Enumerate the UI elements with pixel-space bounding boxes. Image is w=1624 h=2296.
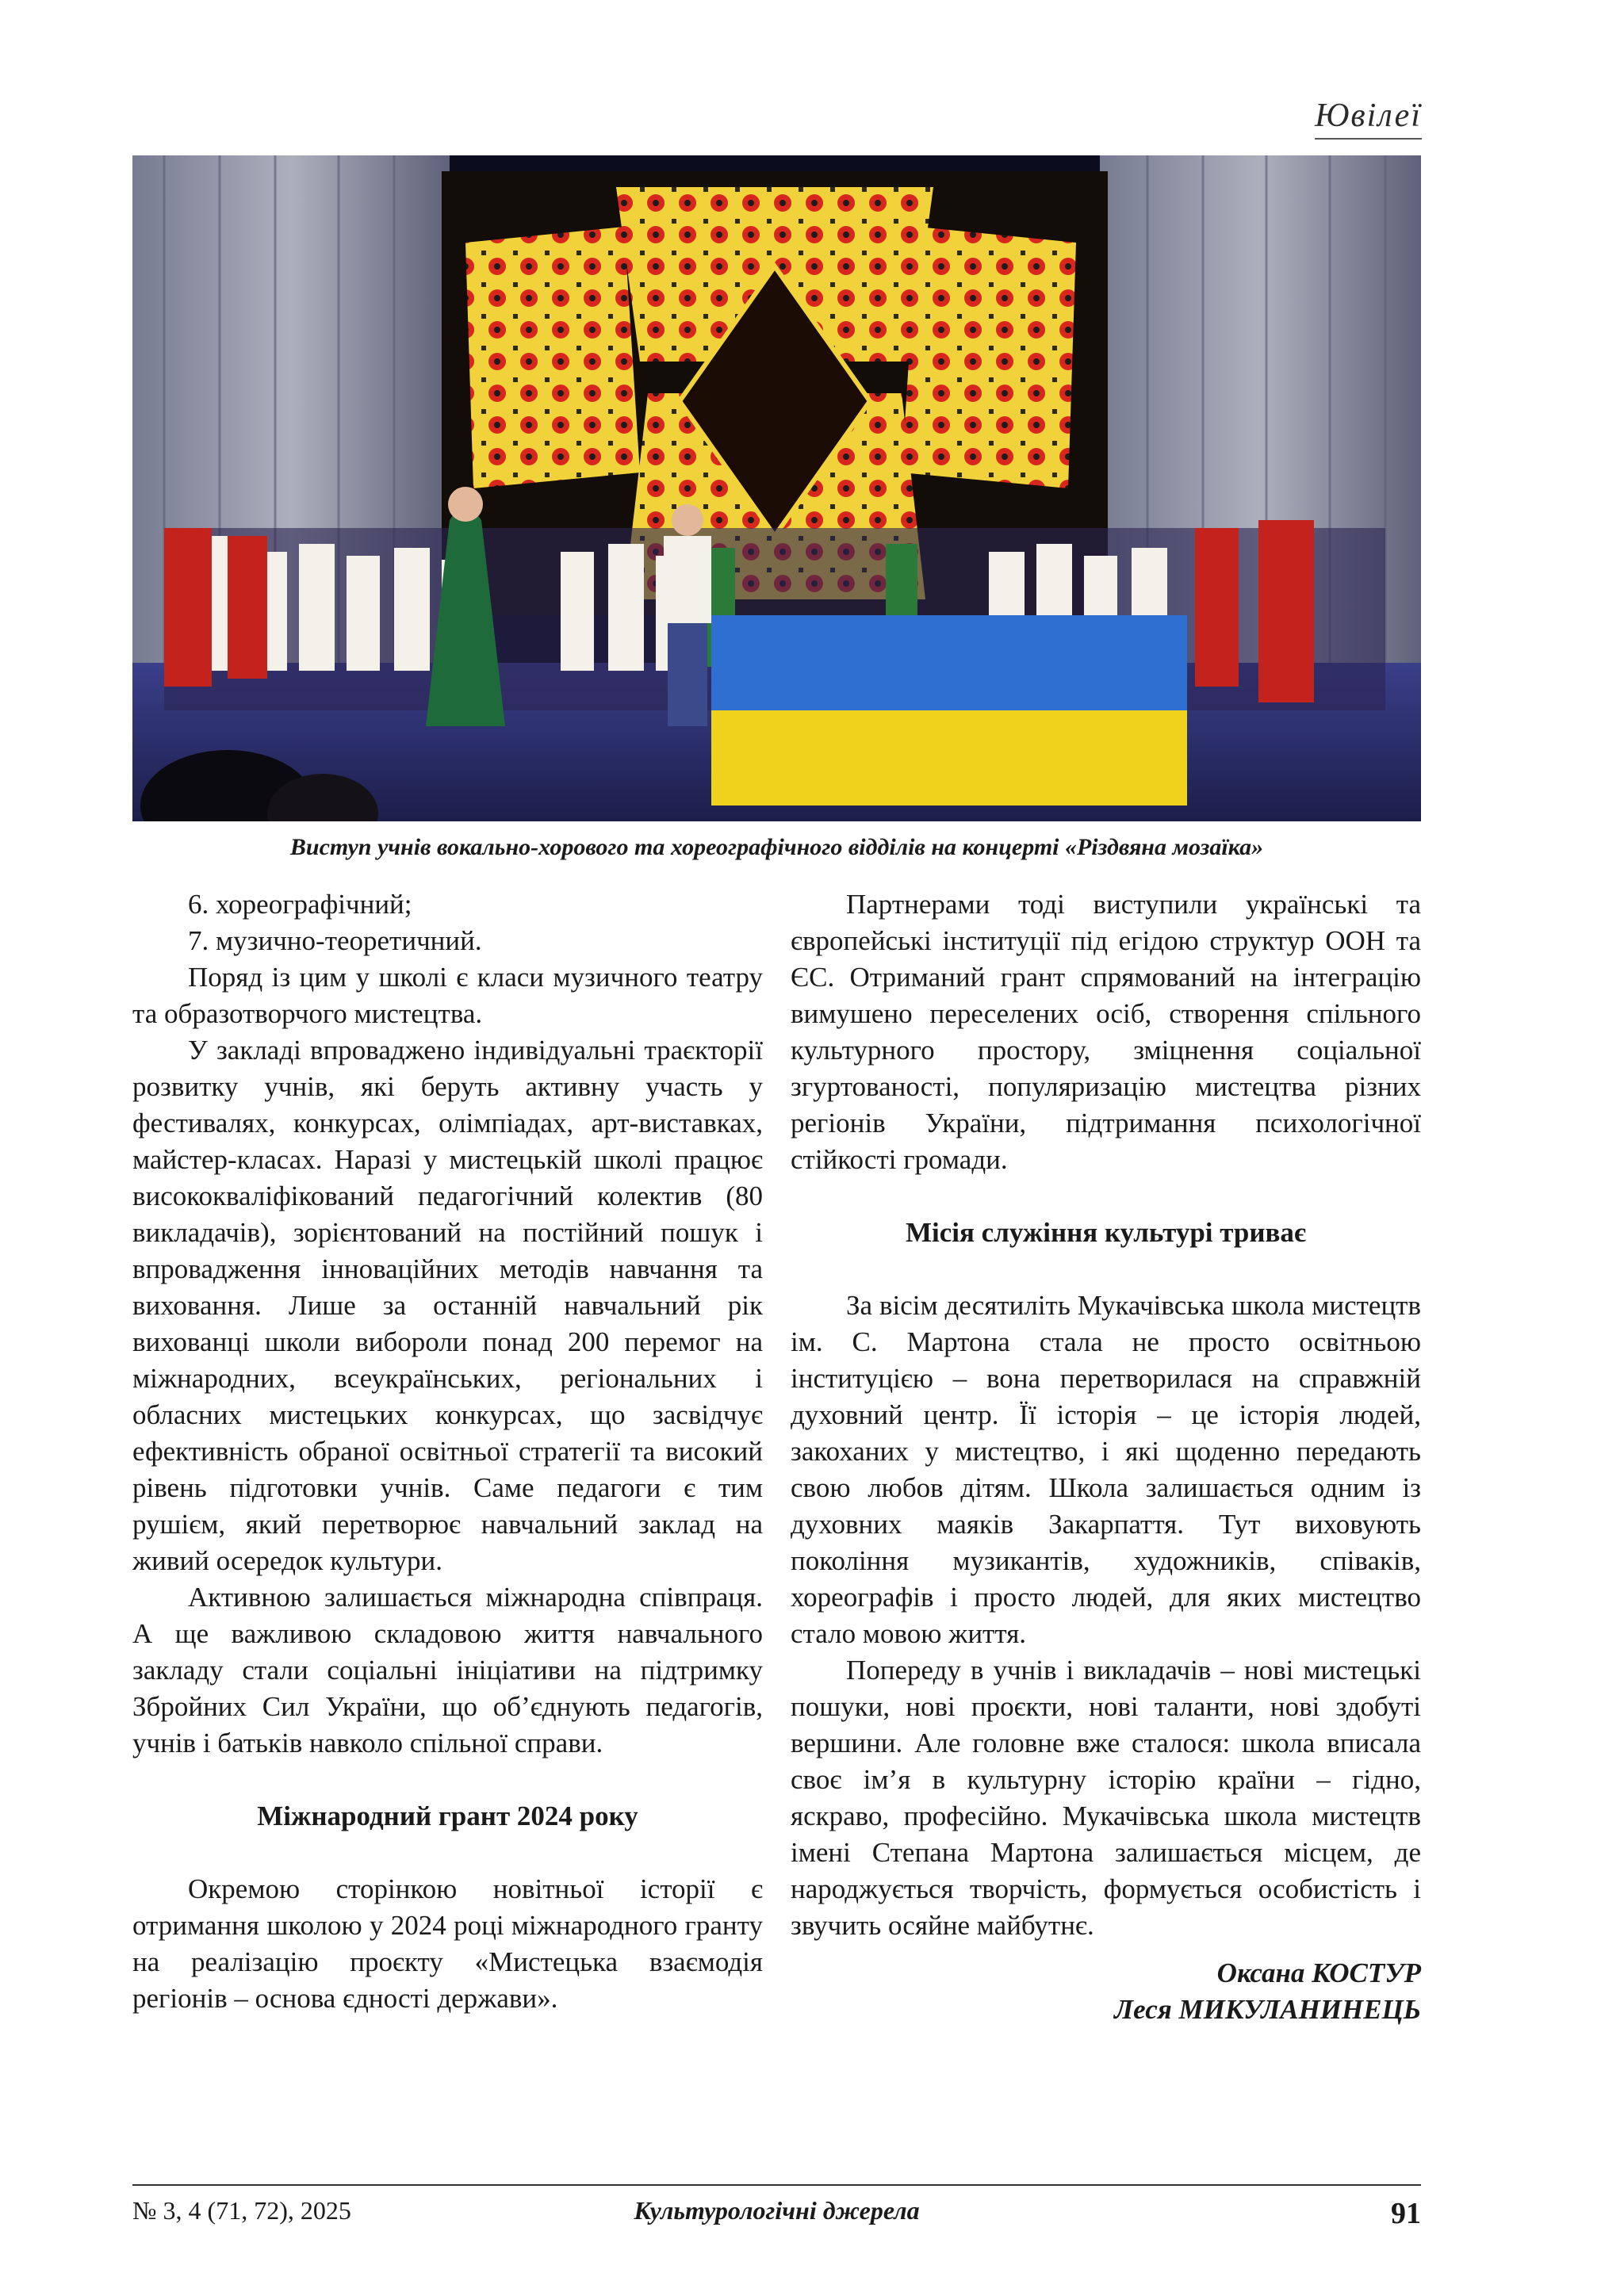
- journal-title: Культурологічні джерела: [634, 2196, 920, 2225]
- paragraph: Попереду в учнів і викладачів – нові мистецькі пошуки, нові проєкти, нові таланти, нові здобуті вершини. Але головне вже сталося: школа вписала своє ім’я в культурну історію країни – гідно, яскраво, професійно. Мукачівська школа мистецтв імені Степана Мартона залишається місцем, де народжується творчість, формується особистість і звучить осяйне майбутнє.: [791, 1655, 1421, 1941]
- right-column: [791, 886, 1421, 2028]
- section-tag: Ювілеї: [1315, 97, 1422, 140]
- paragraph: Партнерами тоді виступили українські та європейські інституції під егідою структур ООН та ЄС. Отриманий грант спрямований на інтеграцію вимушено переселених осіб, створення спільного культурного простору, зміцнення соціальної згуртованості, популяризацію мистецтва різних регіонів України, підтримання психологічної стійкості громади.: [791, 889, 1421, 1175]
- footer-divider: [132, 2184, 1421, 2186]
- paragraph: Поряд із цим у школі є класи музичного театру та образотворчого мистецтва.: [132, 962, 763, 1029]
- photo-caption: Виступ учнів вокально-хорового та хореографічного відділів на концерті «Різдвяна мозаїка»: [289, 834, 1264, 860]
- page-number: 91: [1391, 2197, 1421, 2230]
- paragraph: У закладі впроваджено індивідуальні траєкторії розвитку учнів, які беруть активну участь у фестивалях, конкурсах, олімпіадах, арт-виставках, майстер-класах. Наразі у мистецькій школі працює висококваліфікований педагогічний колектив (80 викладачів), зорієнтований на постійний пошук і впровадження інноваційних методів навчання та виховання. Лише за останній навчальний рік вихованці школи вибороли понад 200 перемог на міжнародних, всеукраїнських, регіональних і обласних мистецьких конкурсах, що засвідчує ефективність обраної освітньої стратегії та високий рівень підготовки учнів. Саме педагоги є тим рушієм, який перетворює навчальний заклад на живий осередок культури.: [132, 1035, 763, 1576]
- issue-number: № 3, 4 (71, 72), 2025: [132, 2196, 351, 2225]
- section-heading: Місія служіння культурі триває: [905, 1217, 1307, 1248]
- list-item: 6. хореографічний;: [188, 889, 412, 920]
- paragraph: Окремою сторінкою новітньої історії є отримання школою у 2024 році міжнародного гранту на реалізацію проєкту «Мистецька взаємодія регіонів – основа єдності держави».: [132, 1873, 763, 2014]
- page-footer: [132, 2196, 1421, 2236]
- author-signature: [791, 1955, 1421, 2028]
- concert-photo-illustration: [132, 155, 1421, 821]
- author-name: Леся МИКУЛАНИНЕЦЬ: [1114, 1994, 1421, 2025]
- paragraph: За вісім десятиліть Мукачівська школа мистецтв ім. С. Мартона стала не просто освітньою інституцією – вона перетворилася на справжній духовний центр. Її історія – це історія людей, закоханих у мистецтво, і які щоденно передають свою любов дітям. Школа залишається одним із духовних маяків Закарпаття. Тут виховують покоління музикантів, художників, співаків, хореографів і просто людей, для яких мистецтво стало мовою життя.: [791, 1290, 1421, 1649]
- left-column: [132, 886, 763, 2017]
- author-name: Оксана КОСТУР: [1216, 1957, 1421, 1988]
- paragraph: Активною залишається міжнародна співпраця. А ще важливою складовою життя навчального закладу стали соціальні ініціативи на підтримку Збройних Сил України, що об’єднують педагогів, учнів і батьків навколо спільної справи.: [132, 1582, 763, 1758]
- concert-photo: [132, 155, 1421, 821]
- section-heading: Міжнародний грант 2024 року: [257, 1800, 638, 1831]
- list-item: 7. музично-теоретичний.: [188, 925, 482, 956]
